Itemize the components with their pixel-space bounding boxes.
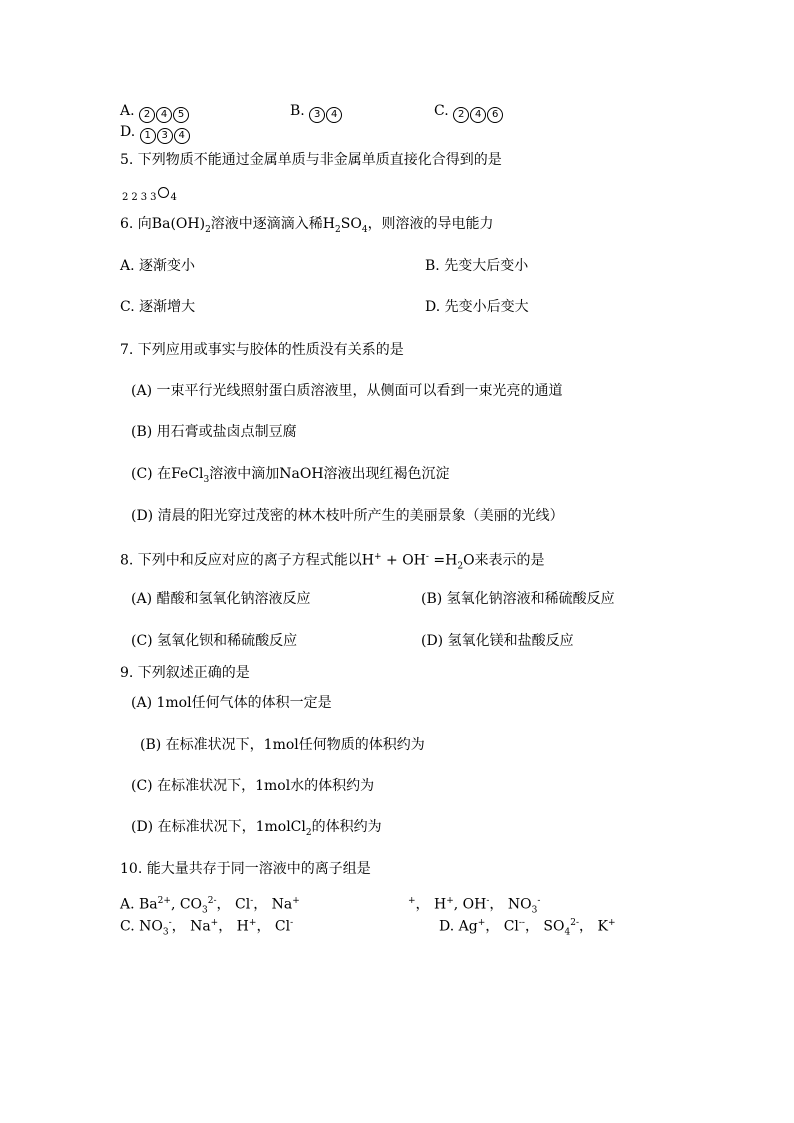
q9-stem: 9. 下列叙述正确的是 — [120, 665, 250, 681]
circled-number: 4 — [470, 107, 486, 123]
circled-number: 3 — [309, 107, 325, 123]
circled-number: 4 — [156, 107, 172, 123]
circled-number: 4 — [326, 107, 342, 123]
q9-option-d: (D) 在标准状况下，1molCl$_2$的体积约为 — [131, 819, 382, 838]
q6-stem: 6. 向$Ba(OH)_2$溶液中逐滴滴入稀$H_2SO_4$，则溶液的导电能力 — [120, 216, 494, 235]
q4-option-b: B. 3 4 — [290, 103, 343, 123]
q4-option-d: D. 1 3 4 — [120, 124, 191, 144]
q10-option-d: D. Ag+， Cl--， $SO_4^{2-}$， K+ — [439, 918, 616, 938]
q5-garbled-options: 2233 4 — [122, 187, 180, 206]
q8-option-b: (B) 氢氧化钠溶液和稀硫酸反应 — [421, 591, 615, 607]
q10-option-c: C. $NO_3^-$， Na+， H+， Cl- — [120, 918, 294, 938]
q8-stem: 8. 下列中和反应对应的离子方程式能以$H^+ + OH^- =H_2O$来表示的是 — [120, 552, 545, 572]
circled-number: 2 — [453, 107, 469, 123]
circled-number: 3 — [157, 128, 173, 144]
q7-stem: 7. 下列应用或事实与胶体的性质没有关系的是 — [120, 342, 404, 358]
q10-option-b: +， H+, OH-， $NO_3^-$ — [408, 896, 541, 916]
q9-option-b: (B) 在标准状况下，1mol任何物质的体积约为 — [140, 737, 425, 753]
q7-option-a: (A) 一束平行光线照射蛋白质溶液里，从侧面可以看到一束光亮的通道 — [131, 383, 563, 399]
q6-option-c: C. 逐渐增大 — [120, 299, 196, 315]
circled-number: 5 — [173, 107, 189, 123]
q7-option-d: (D) 清晨的阳光穿过茂密的林木枝叶所产生的美丽景象（美丽的光线） — [131, 508, 564, 524]
q5-stem: 5. 下列物质不能通过金属单质与非金属单质直接化合得到的是 — [120, 152, 502, 168]
q10-stem: 10. 能大量共存于同一溶液中的离子组是 — [120, 861, 371, 877]
circled-number: 4 — [174, 128, 190, 144]
q8-option-c: (C) 氢氧化钡和稀硫酸反应 — [131, 633, 298, 649]
q8-option-a: (A) 醋酸和氢氧化钠溶液反应 — [131, 591, 311, 607]
q6-option-d: D. 先变小后变大 — [425, 299, 529, 315]
q10-option-a: A. $Ba^{2+}$, $CO_3^{2-}$， Cl-， Na+ — [120, 896, 300, 916]
q7-option-b: (B) 用石膏或盐卤点制豆腐 — [131, 424, 297, 440]
q9-option-a: (A) 1mol任何气体的体积一定是 — [131, 695, 332, 711]
circle-icon — [158, 187, 169, 198]
q9-option-c: (C) 在标准状况下，1mol水的体积约为 — [131, 778, 375, 794]
q6-option-b: B. 先变大后变小 — [425, 258, 529, 274]
circled-number: 2 — [139, 107, 155, 123]
q8-option-d: (D) 氢氧化镁和盐酸反应 — [421, 633, 574, 649]
q4-option-a: A. 2 4 5 — [120, 103, 190, 123]
circled-number: 1 — [140, 128, 156, 144]
q7-option-c: (C) 在FeCl$_3$溶液中滴加NaOH溶液出现红褐色沉淀 — [131, 466, 450, 485]
q6-option-a: A. 逐渐变小 — [120, 258, 196, 274]
q4-option-c: C. 2 4 6 — [434, 103, 504, 123]
circled-number: 6 — [487, 107, 503, 123]
